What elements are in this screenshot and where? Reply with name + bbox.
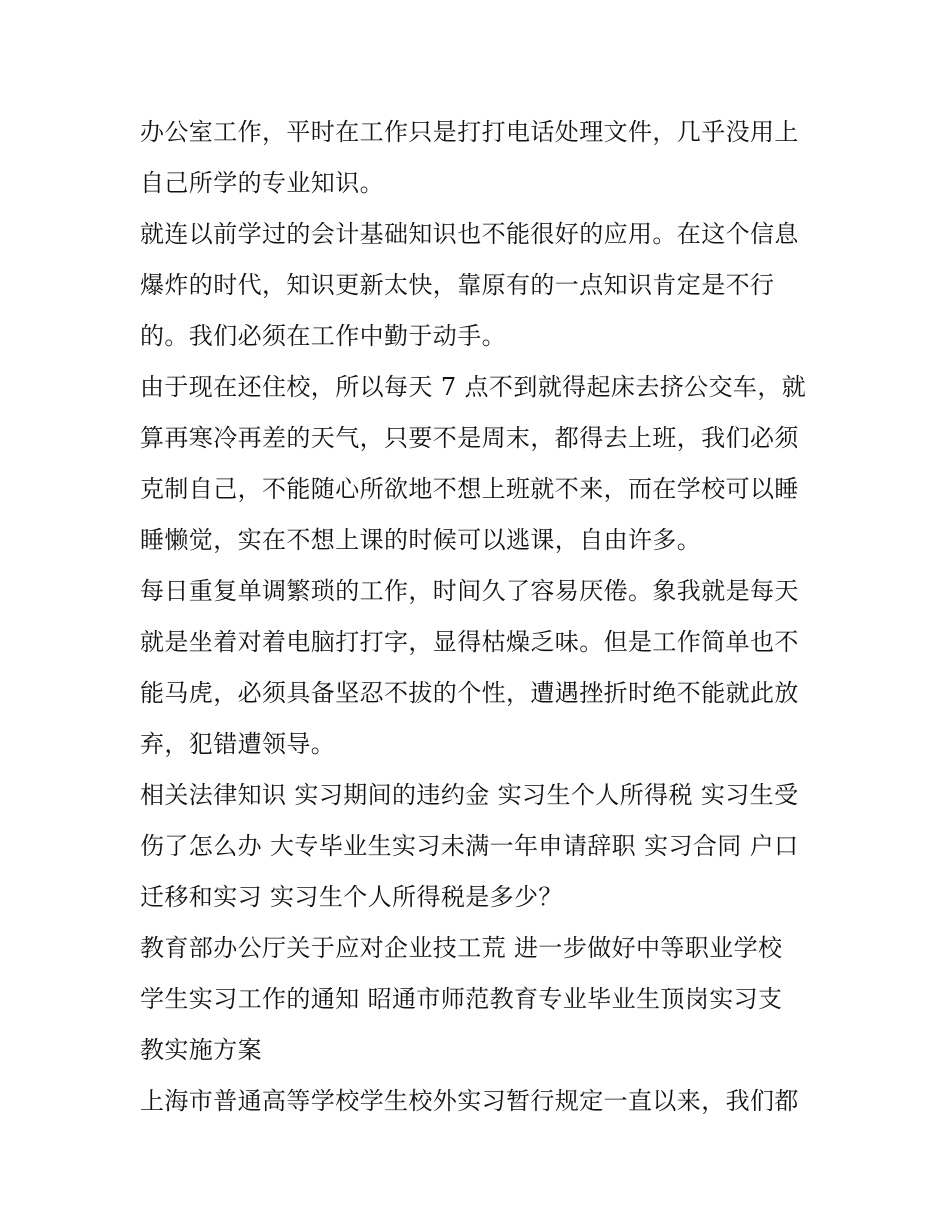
text-line: 就连以前学过的会计基础知识也不能很好的应用。在这个信息	[140, 220, 799, 248]
text-line: 算再寒冷再差的天气，只要不是周末，都得去上班，我们必须	[140, 424, 799, 452]
text-line: 爆炸的时代，知识更新太快，靠原有的一点知识肯定是不行	[140, 271, 775, 299]
text-line: 教育部办公厅关于应对企业技工荒 进一步做好中等职业学校	[140, 934, 783, 962]
text-line: 克制自己，不能随心所欲地不想上班就不来，而在学校可以睡	[140, 475, 799, 503]
text-line: 教实施方案	[140, 1036, 262, 1064]
text-line: 就是坐着对着电脑打打字，显得枯燥乏味。但是工作简单也不	[140, 628, 799, 656]
text-line: 自己所学的专业知识。	[140, 169, 384, 197]
text-line: 的。我们必须在工作中勤于动手。	[140, 322, 506, 350]
text-line: 办公室工作，平时在工作只是打打电话处理文件，几乎没用上	[140, 118, 799, 146]
text-line: 学生实习工作的通知 昭通市师范教育专业毕业生顶岗实习支	[140, 985, 783, 1013]
text-line: 睡懒觉，实在不想上课的时候可以逃课，自由许多。	[140, 526, 702, 554]
text-line: 每日重复单调繁琐的工作，时间久了容易厌倦。象我就是每天	[140, 577, 799, 605]
text-line: 能马虎，必须具备坚忍不拔的个性，遭遇挫折时绝不能就此放	[140, 679, 799, 707]
text-line: 由于现在还住校，所以每天 7 点不到就得起床去挤公交车，就	[140, 373, 807, 401]
text-line: 上海市普通高等学校学生校外实习暂行规定一直以来，我们都	[140, 1087, 799, 1115]
text-line: 迁移和实习 实习生个人所得税是多少？	[140, 883, 563, 911]
text-line: 相关法律知识 实习期间的违约金 实习生个人所得税 实习生受	[140, 781, 799, 809]
document-body	[140, 107, 820, 1127]
text-line: 弃，犯错遭领导。	[140, 730, 336, 758]
text-line: 伤了怎么办 大专毕业生实习未满一年申请辞职 实习合同 户口	[140, 832, 799, 860]
